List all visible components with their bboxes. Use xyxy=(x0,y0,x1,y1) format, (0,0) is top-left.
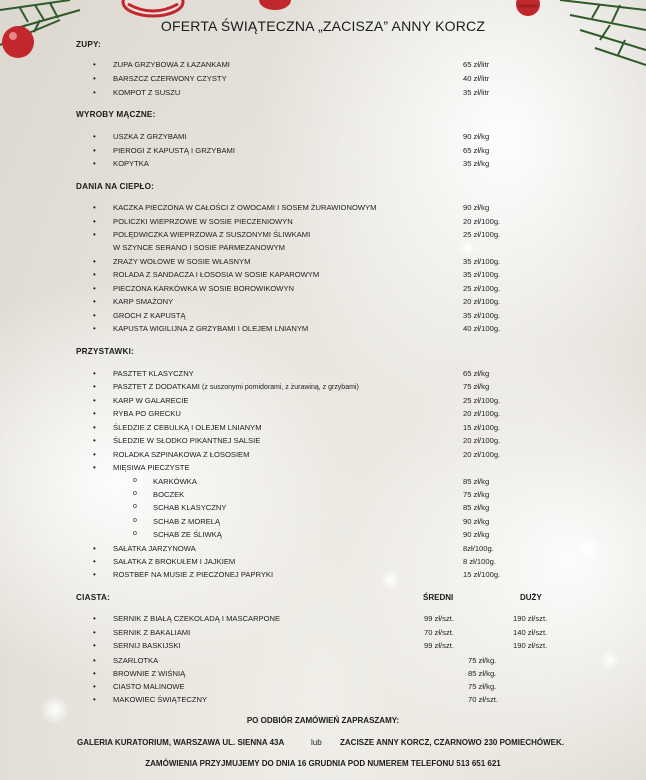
menu-item: • USZKA Z GRZYBAMI 90 zł/kg xyxy=(93,132,490,141)
menu-item: • ŚLEDZIE Z CEBULKĄ I OLEJEM LNIANYM 15 zł/100g. xyxy=(93,423,501,432)
menu-item: • KOMPOT Z SUSZU 35 zł/litr xyxy=(93,88,490,97)
menu-item: • PIEROGI Z KAPUSTĄ I GRZYBAMI 65 zł/kg xyxy=(93,146,490,155)
menu-item: • MIĘSIWA PIECZYSTE xyxy=(93,463,190,472)
menu-item: • ŚLEDZIE W SŁODKO PIKANTNEJ SALSIE 20 zł/100g. xyxy=(93,436,501,445)
bullet-icon: • xyxy=(93,88,96,97)
circle-bullet-icon: o xyxy=(133,503,137,510)
bauble-top-icon xyxy=(255,0,295,12)
section-heading-przystawki: PRZYSTAWKI: xyxy=(76,347,134,356)
circle-bullet-icon: o xyxy=(133,477,137,484)
bullet-icon: • xyxy=(93,641,96,650)
menu-item: • KAPUSTA WIGILIJNA Z GRZYBAMI I OLEJEM LNIANYM 40 zł/100g. xyxy=(93,324,501,333)
menu-item: • ZUPA GRZYBOWA Z ŁAZANKAMI 65 zł/litr xyxy=(93,60,490,69)
bullet-icon: • xyxy=(93,311,96,320)
menu-item: • PASZTET KLASYCZNY 65 zł/kg xyxy=(93,369,490,378)
sub-item: o SCHAB KLASYCZNY 85 zł/kg xyxy=(133,503,490,512)
menu-item: • BARSZCZ CZERWONY CZYSTY 40 zł/litr xyxy=(93,74,490,83)
bullet-icon: • xyxy=(93,324,96,333)
bullet-icon: • xyxy=(93,423,96,432)
menu-item: • POLICZKI WIEPRZOWE W SOSIE PIECZENIOWYN 20 zł/100g. xyxy=(93,217,501,226)
menu-item: • ZRAZY WOŁOWE W SOSIE WŁASNYM 35 zł/100g. xyxy=(93,257,501,266)
bullet-icon: • xyxy=(93,656,96,665)
menu-item: • PIECZONA KARKÓWKA W SOSIE BOROWIKOWYN 25 zł/100g. xyxy=(93,284,501,293)
bullet-icon: • xyxy=(93,270,96,279)
menu-item: • BROWNIE Z WIŚNIĄ 85 zł/kg. xyxy=(93,669,497,678)
menu-item: • CIASTO MALINOWE 75 zł/kg. xyxy=(93,682,497,691)
bullet-icon: • xyxy=(93,463,96,472)
pickup-or: lub xyxy=(311,738,322,747)
menu-item: • SERNIK Z BAKALIAMI 70 zł/szt. 140 zł/szt. xyxy=(93,628,548,637)
sub-item: o SCHAB ZE ŚLIWKĄ 90 zł/kg xyxy=(133,530,490,539)
pickup-heading: PO ODBIÓR ZAMÓWIEŃ ZAPRASZAMY: xyxy=(246,716,400,725)
sub-item: o KARKÓWKA 85 zł/kg xyxy=(133,477,490,486)
section-heading-wyroby: WYROBY MĄCZNE: xyxy=(76,110,156,119)
menu-item: • POLĘDWICZKA WIEPRZOWA Z SUSZONYMI ŚLIWKAMI 25 zł/100g. xyxy=(93,230,501,239)
menu-item: • SZARLOTKA 75 zł/kg. xyxy=(93,656,497,665)
bullet-icon: • xyxy=(93,257,96,266)
menu-item: • ROSTBEF NA MUSIE Z PIECZONEJ PAPRYKI 15 zł/100g. xyxy=(93,570,501,579)
bullet-icon: • xyxy=(93,570,96,579)
bullet-icon: • xyxy=(93,557,96,566)
bullet-icon: • xyxy=(93,544,96,553)
circle-bullet-icon: o xyxy=(133,490,137,497)
bullet-icon: • xyxy=(93,695,96,704)
pickup-location-2: ZACISZE ANNY KORCZ, CZARNOWO 230 POMIECHÓWEK. xyxy=(340,738,565,747)
menu-item: • SAŁATKA Z BROKUŁEM I JAJKIEM 8 zł/100g. xyxy=(93,557,496,566)
bullet-icon: • xyxy=(93,74,96,83)
circle-bullet-icon: o xyxy=(133,530,137,537)
section-heading-dania: DANIA NA CIEPŁO: xyxy=(76,182,155,191)
bullet-icon: • xyxy=(93,450,96,459)
bullet-icon: • xyxy=(93,146,96,155)
candy-bauble-icon xyxy=(118,0,188,20)
bullet-icon: • xyxy=(93,60,96,69)
bullet-icon: • xyxy=(93,436,96,445)
bullet-icon: • xyxy=(93,382,96,391)
bullet-icon: • xyxy=(93,132,96,141)
menu-item-continuation: W SZYNCE SERANO I SOSIE PARMEZANOWYM xyxy=(113,243,286,252)
page-title: OFERTA ŚWIĄTECZNA „ZACISZA” ANNY KORCZ xyxy=(160,18,486,34)
bullet-icon: • xyxy=(93,284,96,293)
bullet-icon: • xyxy=(93,669,96,678)
menu-item: • KOPYTKA 35 zł/kg xyxy=(93,159,490,168)
bullet-icon: • xyxy=(93,217,96,226)
menu-item: • KARP SMAŻONY 20 zł/100g. xyxy=(93,297,501,306)
bullet-icon: • xyxy=(93,203,96,212)
section-heading-zupy: ZUPY: xyxy=(76,40,101,49)
bullet-icon: • xyxy=(93,396,96,405)
menu-item: • MAKOWIEC ŚWIĄTECZNY 70 zł/szt. xyxy=(93,695,498,704)
column-header-duzy: DUŻY xyxy=(520,593,542,602)
menu-item: • PASZTET Z DODATKAMI (z suszonymi pomidorami, z żurawiną, z grzybami) 75 zł/kg xyxy=(93,382,490,391)
section-heading-ciasta: CIASTA: xyxy=(76,593,110,602)
menu-item: • KACZKA PIECZONA W CAŁOŚCI Z OWOCAMI I SOSEM ŻURAWIONOWYM 90 zł/kg xyxy=(93,203,490,212)
menu-item: • RYBA PO GRECKU 20 zł/100g. xyxy=(93,409,501,418)
bullet-icon: • xyxy=(93,614,96,623)
bullet-icon: • xyxy=(93,369,96,378)
bullet-icon: • xyxy=(93,297,96,306)
bullet-icon: • xyxy=(93,409,96,418)
pickup-location-1: GALERIA KURATORIUM, WARSZAWA UL. SIENNA 43A xyxy=(77,738,285,747)
menu-item: • KARP W GALARECIE 25 zł/100g. xyxy=(93,396,501,405)
menu-item: • SERNIJ BASKIJSKI 99 zł/szt. 190 zł/szt. xyxy=(93,641,548,650)
bullet-icon: • xyxy=(93,682,96,691)
column-header-sredni: ŚREDNI xyxy=(423,593,454,602)
order-deadline: ZAMÓWIENIA PRZYJMUJEMY DO DNIA 16 GRUDNIA POD NUMEREM TELEFONU 513 651 621 xyxy=(145,759,501,768)
menu-item: • SERNIK Z BIAŁĄ CZEKOLADĄ I MASCARPONE 99 zł/szt. 190 zł/szt. xyxy=(93,614,548,623)
bullet-icon: • xyxy=(93,159,96,168)
sub-item: o SCHAB Z MORELĄ 90 zł/kg xyxy=(133,517,490,526)
bullet-icon: • xyxy=(93,230,96,239)
menu-item: • GROCH Z KAPUSTĄ 35 zł/100g. xyxy=(93,311,501,320)
menu-item: • SAŁATKA JARZYNOWA 8zł/100g. xyxy=(93,544,494,553)
sub-item: o BOCZEK 75 zł/kg xyxy=(133,490,490,499)
item-note: (z suszonymi pomidorami, z żurawiną, z grzybami) xyxy=(202,384,359,391)
bullet-icon: • xyxy=(93,628,96,637)
menu-item: • ROLADKA SZPINAKOWA Z ŁOSOSIEM 20 zł/100g. xyxy=(93,450,501,459)
menu-item: • ROLADA Z SANDACZA I ŁOSOSIA W SOSIE KAPAROWYM 35 zł/100g. xyxy=(93,270,501,279)
circle-bullet-icon: o xyxy=(133,517,137,524)
